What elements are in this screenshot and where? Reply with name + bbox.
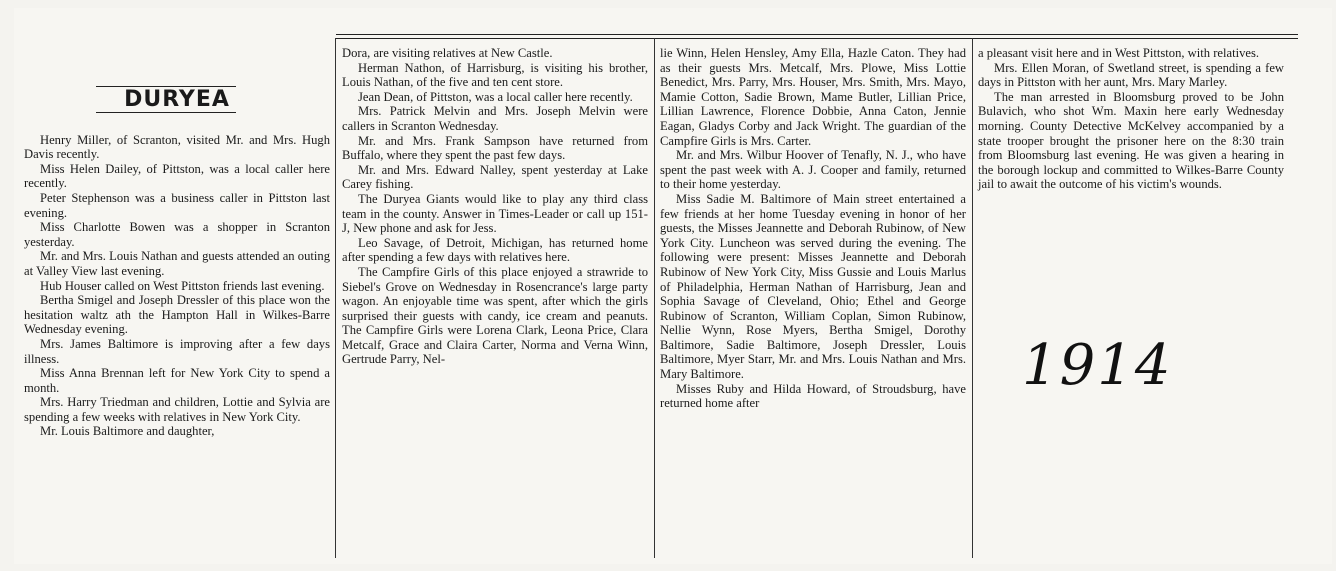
- news-item: Miss Sadie M. Baltimore of Main street entertained a few friends at her home Tuesday evening in honor of her guests, the Misses Jeannette and Deborah Rubinow, of New York City. Luncheon was served during the evening. The following were present: Misses Jeannette and Deborah Rubinow of New York City, Miss Gussie and Louis Marlus of Philadelphia, Herman Nathan of Harrisburg, Jean and Sophia Savage of Cleveland, Ohio; Ethel and George Rubinow of Scranton, William Coplan, Simon Rubinow, Nellie Wynn, Rose Myers, Bertha Smigel, Dorothy Baltimore, Sadie Baltimore, Joseph Dressler, Louis Baltimore, Myer Starr, Mr. and Mrs. Louis Nathan and Mrs. Mary Baltimore.: [660, 191, 966, 382]
- column-divider: [972, 38, 973, 558]
- column-1: [24, 86, 330, 439]
- column-2: [342, 46, 648, 367]
- top-rule-thin: [336, 38, 1298, 39]
- news-item: Mrs. James Baltimore is improving after a few days illness.: [24, 336, 330, 366]
- news-item: Miss Charlotte Bowen was a shopper in Scranton yesterday.: [24, 220, 330, 249]
- top-rule: [336, 34, 1298, 35]
- column-divider: [654, 38, 655, 558]
- headline: DURYEA: [124, 87, 230, 112]
- news-item: The man arrested in Bloomsburg proved to be John Bulavich, who shot Wm. Maxin here early Wednesday morning. County Detective McKelvey accompanied by a state trooper brought the prisoner here on the 8:30 train from Bloomsburg last evening. He was given a hearing in the borough lockup and committed to Wilkes-Barre County jail to await the outcome of his victim's wounds.: [978, 89, 1284, 192]
- news-item: Mrs. Harry Triedman and children, Lottie and Sylvia are spending a few weeks with relatives in New York City.: [24, 395, 330, 424]
- news-item: Mr. and Mrs. Louis Nathan and guests attended an outing at Valley View last evening.: [24, 249, 330, 278]
- news-item: Misses Ruby and Hilda Howard, of Stroudsburg, have returned home after: [660, 381, 966, 411]
- news-item: Dora, are visiting relatives at New Castle.: [342, 46, 553, 60]
- news-item: Miss Anna Brennan left for New York City to spend a month.: [24, 366, 330, 395]
- news-item: Peter Stephenson was a business caller in Pittston last evening.: [24, 190, 330, 220]
- column-divider: [335, 38, 336, 558]
- news-item: Mrs. Patrick Melvin and Mrs. Joseph Melvin were callers in Scranton Wednesday.: [342, 104, 648, 133]
- news-item: Mr. and Mrs. Edward Nalley, spent yesterday at Lake Carey fishing.: [342, 162, 648, 192]
- news-item: Bertha Smigel and Joseph Dressler of this place won the hesitation waltz ath the Hampton Hall in Wilkes-Barre Wednesday evening.: [24, 293, 330, 337]
- news-item: Mr. and Mrs. Frank Sampson have returned from Buffalo, where they spent the past few days.: [342, 133, 648, 163]
- news-item: Herman Nathon, of Harrisburg, is visiting his brother, Louis Nathan, of the five and ten cent store.: [342, 60, 648, 90]
- headline-rule-top: [96, 86, 236, 87]
- newspaper-clipping: [14, 8, 1332, 564]
- news-item: Mr. Louis Baltimore and daughter,: [40, 424, 215, 439]
- news-item: Hub Houser called on West Pittston friends last evening.: [40, 278, 325, 293]
- news-item: lie Winn, Helen Hensley, Amy Ella, Hazle Caton. They had as their guests Mrs. Metcalf, Mrs. Plowe, Miss Lottie Benedict, Mrs. Parry, Mrs. Houser, Mrs. Smith, Mrs. Mayo, Mamie Cotton, Sadie Brown, Mame Butler, Lillian Price, Lillian Lawrence, Florence Dobbie, Anna Caton, Jennie Eagan, Gladys Corby and Jack Wright. The guardian of the Campfire Girls is Mrs. Carter.: [660, 46, 966, 148]
- news-item: Henry Miller, of Scranton, visited Mr. and Mrs. Hugh Davis recently.: [24, 132, 330, 162]
- column-4: [978, 46, 1284, 192]
- news-item: Mrs. Ellen Moran, of Swetland street, is spending a few days in Pittston with her aunt, Mrs. Mary Marley.: [978, 60, 1284, 90]
- news-item: The Campfire Girls of this place enjoyed a strawride to Siebel's Grove on Wednesday in Rosencrance's large party wagon. An enjoyable time was spent, after which the girls surprised their guests with candy, ice cream and peanuts. The Campfire Girls were Lorena Clark, Leona Price, Clara Metcalf, Grace and Claira Carter, Norma and Verna Winn, Gertrude Parry, Nel-: [342, 264, 648, 367]
- handwritten-year: 1914: [1022, 333, 1173, 398]
- news-item: Leo Savage, of Detroit, Michigan, has returned home after spending a few days with relatives here.: [342, 235, 648, 265]
- news-item: a pleasant visit here and in West Pittston, with relatives.: [978, 46, 1260, 60]
- headline-rule-bottom: [96, 112, 236, 113]
- column-3: [660, 46, 966, 411]
- news-item: Miss Helen Dailey, of Pittston, was a local caller here recently.: [24, 161, 330, 191]
- news-item: The Duryea Giants would like to play any third class team in the county. Answer in Times-Leader or call up 151-J, New phone and ask for Jess.: [342, 191, 648, 236]
- news-item: Jean Dean, of Pittston, was a local caller here recently.: [358, 89, 633, 104]
- news-item: Mr. and Mrs. Wilbur Hoover of Tenafly, N. J., who have spent the past week with A. J. Cooper and family, returned to their home yesterday.: [660, 148, 966, 192]
